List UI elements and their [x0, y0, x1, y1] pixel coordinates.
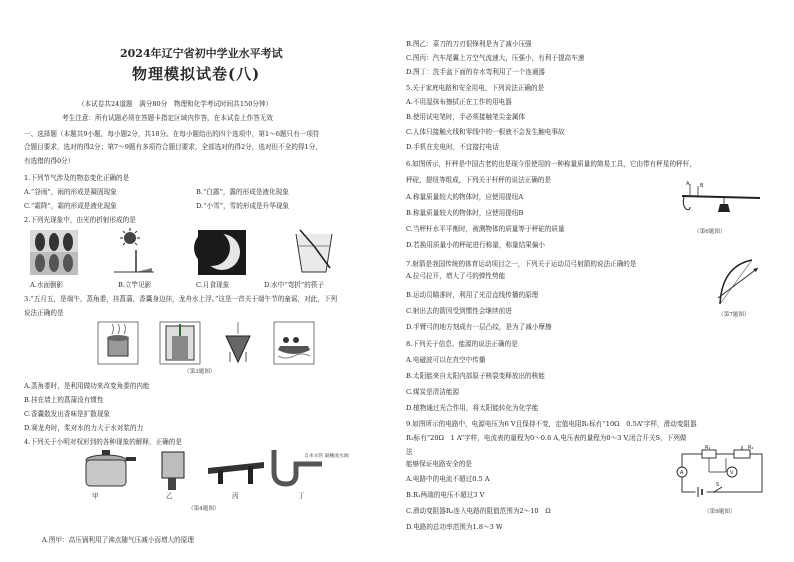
- q4-option-a: A.图甲：高压锅利用了沸点随气压减小而增大的原理: [42, 536, 194, 544]
- q7-figure-caption: （第7题图）: [718, 312, 750, 318]
- q4-label-ding: 丁: [298, 492, 305, 500]
- q6-label-a: A: [686, 181, 690, 187]
- q2-image-shadow: [112, 228, 154, 276]
- q4-stem: 4.下列关于小明对权形到的各种现象的解释，正确的是: [24, 438, 182, 446]
- section1-instr-2: 合题目要求，选对的得2分；第7～9题有多项符合题目要求，全部选对的得2分，选对但不全的得1分，: [24, 143, 322, 151]
- q1-stem: 1.下列节气涉及的物态变化正确的是: [24, 174, 130, 182]
- q2-option-b: B.立竿见影: [118, 281, 152, 289]
- q9-option-b: B.R₁两端的电压不超过3 V: [406, 491, 485, 499]
- q3-option-a: A.蒸角黍时，是利用做功来改变角黍的内能: [24, 382, 150, 390]
- q5-option-c: C.人体只接触火线和零线中的一根就不会发生触电事故: [406, 128, 565, 136]
- q4-option-d: D.图丁：洗手盆下面的存水弯利用了一个连通器: [406, 68, 546, 76]
- q9-voltmeter-symbol: V: [730, 470, 734, 476]
- q9-label-s: S: [716, 482, 720, 488]
- q7-option-b: B.运动员瞄准时，利用了光沿直线传播的原理: [406, 291, 539, 299]
- q3-stem-2: 说法正确的是: [24, 309, 64, 317]
- q8-option-d: D.植物通过光合作用，将太阳能转化为化学能: [406, 404, 539, 412]
- q4-label-bing: 丙: [232, 492, 239, 500]
- q5-option-a: A.不用湿抹布擦拭正在工作的用电器: [406, 98, 512, 106]
- q3-stem-1: 3.“五月五，是端午，蒸角黍，挂菖蒲，香囊身边挂，龙舟水上浮。”这是一首关于端午节的童谣，对此，下列: [24, 295, 338, 303]
- q4-image-sink-trap: [266, 448, 349, 492]
- q3-option-b: B.挂在墙上的菖蒲没有惯性: [24, 396, 104, 404]
- q9-label-r2: R₂: [748, 445, 754, 451]
- q5-option-b: B.使用试电笔时，手必须接触笔尖金属体: [406, 113, 526, 121]
- q4-trap-note: 自来水管 隔栅流水阀: [304, 454, 349, 459]
- exam-title: 2024年辽宁省初中学业水平考试: [120, 47, 283, 60]
- q7-image-bow: [712, 258, 760, 308]
- q2-stem: 2.下列光现象中，由光的折射形成的是: [24, 216, 136, 224]
- q6-option-d: D.若换用质量小的秤砣进行称量，称量结果偏小: [406, 241, 546, 249]
- q3-option-d: D.赛龙舟时，浆对水的力大于水对浆的力: [24, 424, 144, 432]
- q6-label-b: B: [700, 183, 704, 189]
- q9-stem-4: 能够保证电路安全的是: [406, 460, 472, 468]
- exam-info: （本试卷共24道题 满分80分 物理和化学考试时间共150分钟）: [78, 100, 273, 108]
- q9-stem-1: 9.如图所示的电路中，电源电压为6 V且保持不变，定值电阻R₁标有“10Ω 0.5A”字样，滑动变阻器: [406, 420, 697, 428]
- q2-image-reflection: [30, 230, 78, 275]
- q2-image-chopsticks: [292, 228, 336, 276]
- q1-option-d: D.“小雪”，雪的形成是升华现象: [196, 202, 290, 210]
- section1-instr-3: 有选错的得0分）: [24, 157, 75, 165]
- section1-instr-1: 一、选择题（本题共9小题，每小题2分，共18分。在每小题给出的四个选项中，第1～6题只有一项符: [24, 130, 320, 138]
- q6-stem-2: 秤砣，提纽等组成，下列关于杆秤的说法正确的是: [406, 176, 552, 184]
- q6-image-steelyard: [676, 180, 762, 224]
- q8-option-b: B.太阳能来自太阳内部原子核裂变释放出的核能: [406, 372, 545, 380]
- q7-stem: 7.射箭是我国传统的体育运动项目之一，下列关于运动员弓射箭的说法正确的是: [406, 260, 637, 268]
- q1-option-b: B.“白露”，露的形成是液化现象: [196, 188, 289, 196]
- q4-image-pressure-cooker: [80, 448, 136, 492]
- q9-option-c: C.滑动变阻器R₂连入电路的阻值范围为2～10 Ω: [406, 507, 551, 515]
- q3-image-steamer: [98, 322, 138, 364]
- q3-image-wall: [160, 322, 200, 364]
- q3-image-dragon-boat: [274, 322, 314, 364]
- q6-option-c: C.当秤杆水平平衡时，被测物体的质量等于秤砣的质量: [406, 225, 565, 233]
- q4-figure-caption: （第4题图）: [188, 506, 220, 512]
- q2-option-d: D.水中“弯折”的筷子: [264, 281, 325, 289]
- q9-image-circuit: [676, 446, 768, 498]
- q6-option-b: B.称量质量较大的物体时，应使用提纽B: [406, 209, 524, 217]
- q4-image-car-spoiler: [206, 448, 266, 492]
- q8-stem: 8.下列关于信息、能源的说法正确的是: [406, 340, 518, 348]
- q8-option-a: A.电磁波可以在真空中传播: [406, 356, 486, 364]
- q2-image-eclipse: [198, 230, 246, 275]
- q9-ammeter-symbol: A: [680, 470, 684, 476]
- q5-stem: 5.关于家庭电路和安全用电，下列说法正确的是: [406, 84, 545, 92]
- q3-image-sachet: [220, 322, 256, 364]
- q8-option-c: C.煤炭是清洁能源: [406, 388, 460, 396]
- q4-image-cleaver: [156, 448, 192, 492]
- q9-label-r1: R₁: [705, 445, 711, 451]
- q9-figure-caption: （第9题图）: [704, 509, 736, 515]
- q9-option-d: D.电路的总功率范围为1.8～3 W: [406, 523, 503, 531]
- q6-stem-1: 6.如图所示，杆秤是中国古老的也是现今很使用的一种称量质量的简易工具，它由带有秤星的秤杆，: [406, 160, 696, 168]
- q2-option-c: C.月食现象: [196, 281, 230, 289]
- q7-option-c: C.射出去的箭因受到惯性会继续前进: [406, 307, 512, 315]
- q4-label-yi: 乙: [166, 492, 173, 500]
- q1-option-a: A.“谷雨”，雨的形成是凝固现象: [24, 188, 117, 196]
- q6-figure-caption: （第6题图）: [694, 229, 726, 235]
- q9-option-a: A.电路中的电流不超过0.5 A: [406, 475, 490, 483]
- q9-stem-3: 法: [406, 448, 413, 456]
- q4-option-c: C.图丙：汽车尾翼上方空气流速大，压强小，有利于提高车速: [406, 54, 585, 62]
- exam-notice: 考生注意：所有试题必须在答题卡指定区域内作答，在本试卷上作答无效: [62, 114, 273, 122]
- q1-option-c: C.“霜降”，霜的形成是液化现象: [24, 202, 117, 210]
- q4-option-b: B.图乙：菜刀的刀刃很锋利是为了减小压强: [406, 40, 532, 48]
- q7-option-a: A.拉弓拉开，增大了弓的弹性势能: [406, 272, 506, 280]
- q7-option-d: D.手臂弓的地方刻成有一层凸纹，是为了减小摩擦: [406, 323, 552, 331]
- q5-option-d: D.手机在充电时，不宜接打电话: [406, 143, 499, 151]
- exam-subtitle: 物理模拟试卷(八): [132, 65, 261, 83]
- q9-stem-2: R₂标有“20Ω 1 A”字样，电流表的量程为0～0.6 A,电压表的量程为0～3 V,闭合开关S，下列做: [406, 434, 687, 442]
- q4-label-jia: 甲: [92, 492, 99, 500]
- q3-figure-caption: （第3题图）: [184, 369, 216, 375]
- q2-option-a: A.水面倒影: [30, 281, 64, 289]
- q3-option-c: C.香囊散发出香味是扩散现象: [24, 410, 111, 418]
- q6-option-a: A.称量质量较大的物体时，应使用提纽A: [406, 193, 524, 201]
